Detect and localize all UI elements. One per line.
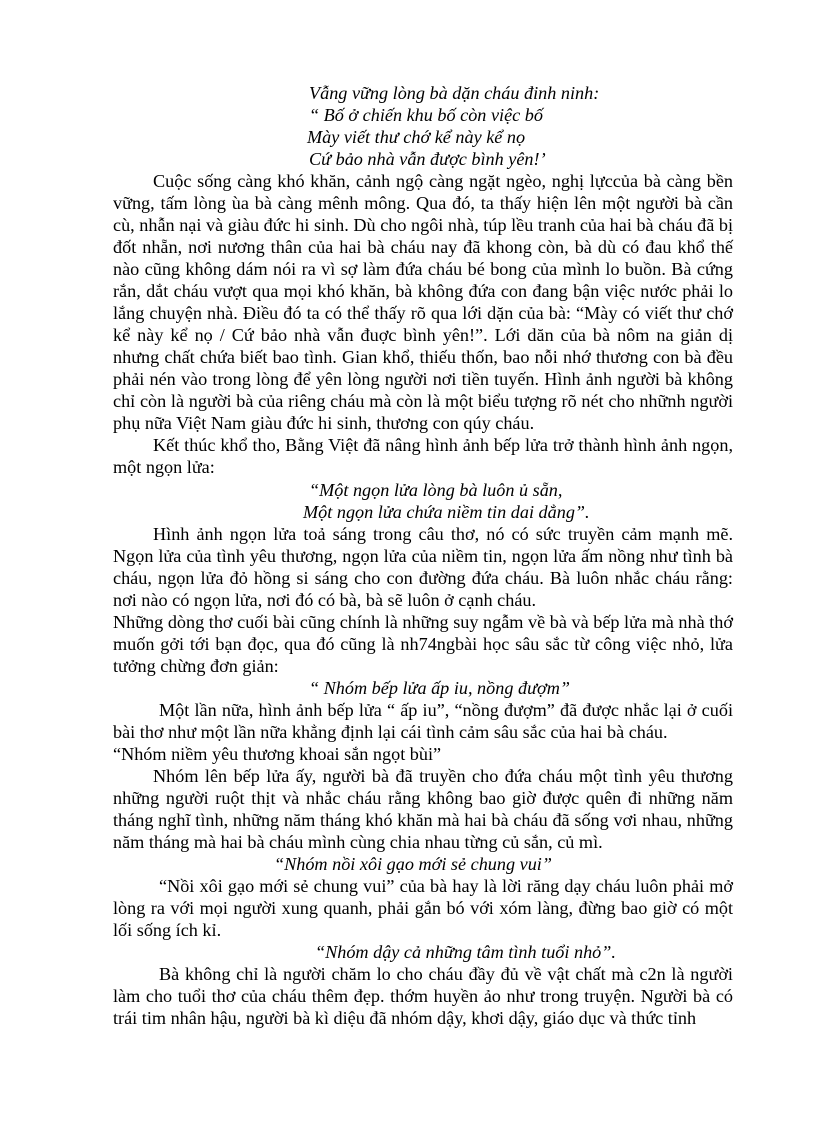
verse-line: Mày viết thư chớ kể này kể nọ <box>307 127 526 147</box>
quote-line: “Nhóm niềm yêu thương khoai sắn ngọt bùi” <box>113 744 442 764</box>
paragraph: Bà không chỉ là người chăm lo cho cháu đầy đủ về vật chất mà c2n là người làm cho tuổi thơ của cháu thêm đẹp. thớm huyền ảo như trong truyện. Người bà có trái tim nhân hậu, người bà kì diệu đã nhóm dậy, khơi dậy, giáo dục và thức tỉnh <box>113 964 733 1028</box>
verse-line: Vẫng vững lòng bà dặn cháu đinh ninh: <box>309 83 600 103</box>
document-page <box>113 82 733 1029</box>
paragraph: Kết thúc khổ tho, Bằng Việt đã nâng hình ảnh bếp lửa trở thành hình ảnh ngọn, một ngọn lửa: <box>113 435 733 477</box>
paragraph: Hình ảnh ngọn lửa toả sáng trong câu thơ, nó có sức truyền cảm mạnh mẽ. Ngọn lửa của tình yêu thương, ngọn lửa của niềm tin, ngọn lửa ấm nồng như tình bà cháu, ngọn lửa đỏ hồng si sáng cho con đường đứa cháu. Bà luôn nhắc cháu rằng: nơi nào có ngọn lửa, nơi đó có bà, bà sẽ luôn ở cạnh cháu. <box>113 524 733 610</box>
paragraph: Một lần nữa, hình ảnh bếp lửa “ ấp iu”, “nồng đượm” đã được nhắc lại ở cuối bài thơ như một lần nữa khẳng định lại cái tình cảm sâu sắc của hai bà cháu. <box>113 700 733 742</box>
paragraph: Nhóm lên bếp lửa ấy, người bà đã truyền cho đứa cháu một tình yêu thương những người ruột thịt và nhắc cháu rằng không bao giờ được quên đi những năm tháng nghĩ tình, những năm tháng khó khăn mà hai bà cháu đã sống vơi nhau, những năm tháng mà hai bà cháu mình cùng chia nhau từng củ sắn, củ mì. <box>113 766 733 852</box>
verse-line: Cứ bảo nhà vẫn được bình yên!’ <box>309 149 546 169</box>
quote-line: “Nhóm nồi xôi gạo mới sẻ chung vui” <box>274 854 552 874</box>
paragraph: Những dòng thơ cuối bài cũng chính là những suy ngẫm về bà và bếp lửa mà nhà thớ muốn gởi tới bạn đọc, qua đó cũng là nh74ngbài học sâu sắc từ công việc nhỏ, lửa tưởng chừng đơn giản: <box>113 612 733 676</box>
verse-line: “Một ngọn lửa lòng bà luôn ủ sẵn, <box>309 480 563 500</box>
quote-line: “Nhóm dậy cả những tâm tình tuổi nhỏ”. <box>315 942 616 962</box>
paragraph: Cuộc sống càng khó khăn, cảnh ngộ càng ngặt ngèo, nghị lựccủa bà càng bền vững, tấm lòng ùa bà càng mênh mông. Qua đó, ta thấy hiện lên một người bà cần cù, nhẫn nại và giàu đức hi sinh. Dù cho ngôi nhà, túp lều tranh của hai bà cháu đã bị đốt nhẵn, nơi nương thân của hai bà cháu nay đã khong còn, bà dù có đau khổ thế nào cũng không dám nói ra vì sợ làm đứa cháu bé bong của mình lo buồn. Bà cứng rắn, dắt cháu vượt qua mọi khó khăn, bà không đứa con đang bận việc nước phải lo lắng chuyện nhà. Điều đó ta có thể thấy rõ qua lới dặn của bà: “Mày có viết thư chớ kể này kể nọ / Cứ bảo nhà vẫn đuợc bình yên!”. Lới dăn của bà nôm na giản dị nhưng chất chứa biết bao tình. Gian khổ, thiếu thốn, bao nỗi nhớ thương con bà đều phải nén vào trong lòng để yên lòng người nơi tiền tuyến. Hình ảnh người bà không chỉ còn là người bà của riêng cháu mà còn là một biểu tượng rõ nét cho nhữnh người phụ nữa Việt Nam giàu đức hi sinh, thương con qúy cháu. <box>113 171 733 433</box>
verse-line: “ Bố ở chiến khu bố còn việc bố <box>309 105 543 125</box>
paragraph: “Nồi xôi gạo mới sẻ chung vui” của bà hay là lời răng dạy cháu luôn phải mở lòng ra với mọi người xung quanh, phải gắn bó với xóm làng, đừng bao giờ có một lối sống ích kỉ. <box>113 876 733 940</box>
verse-line: Một ngọn lửa chứa niềm tin dai dẳng”. <box>303 502 590 522</box>
poem-stanza-1 <box>309 82 733 170</box>
quote-line: “ Nhóm bếp lửa ấp iu, nồng đượm” <box>309 678 570 698</box>
poem-stanza-2 <box>113 479 733 523</box>
